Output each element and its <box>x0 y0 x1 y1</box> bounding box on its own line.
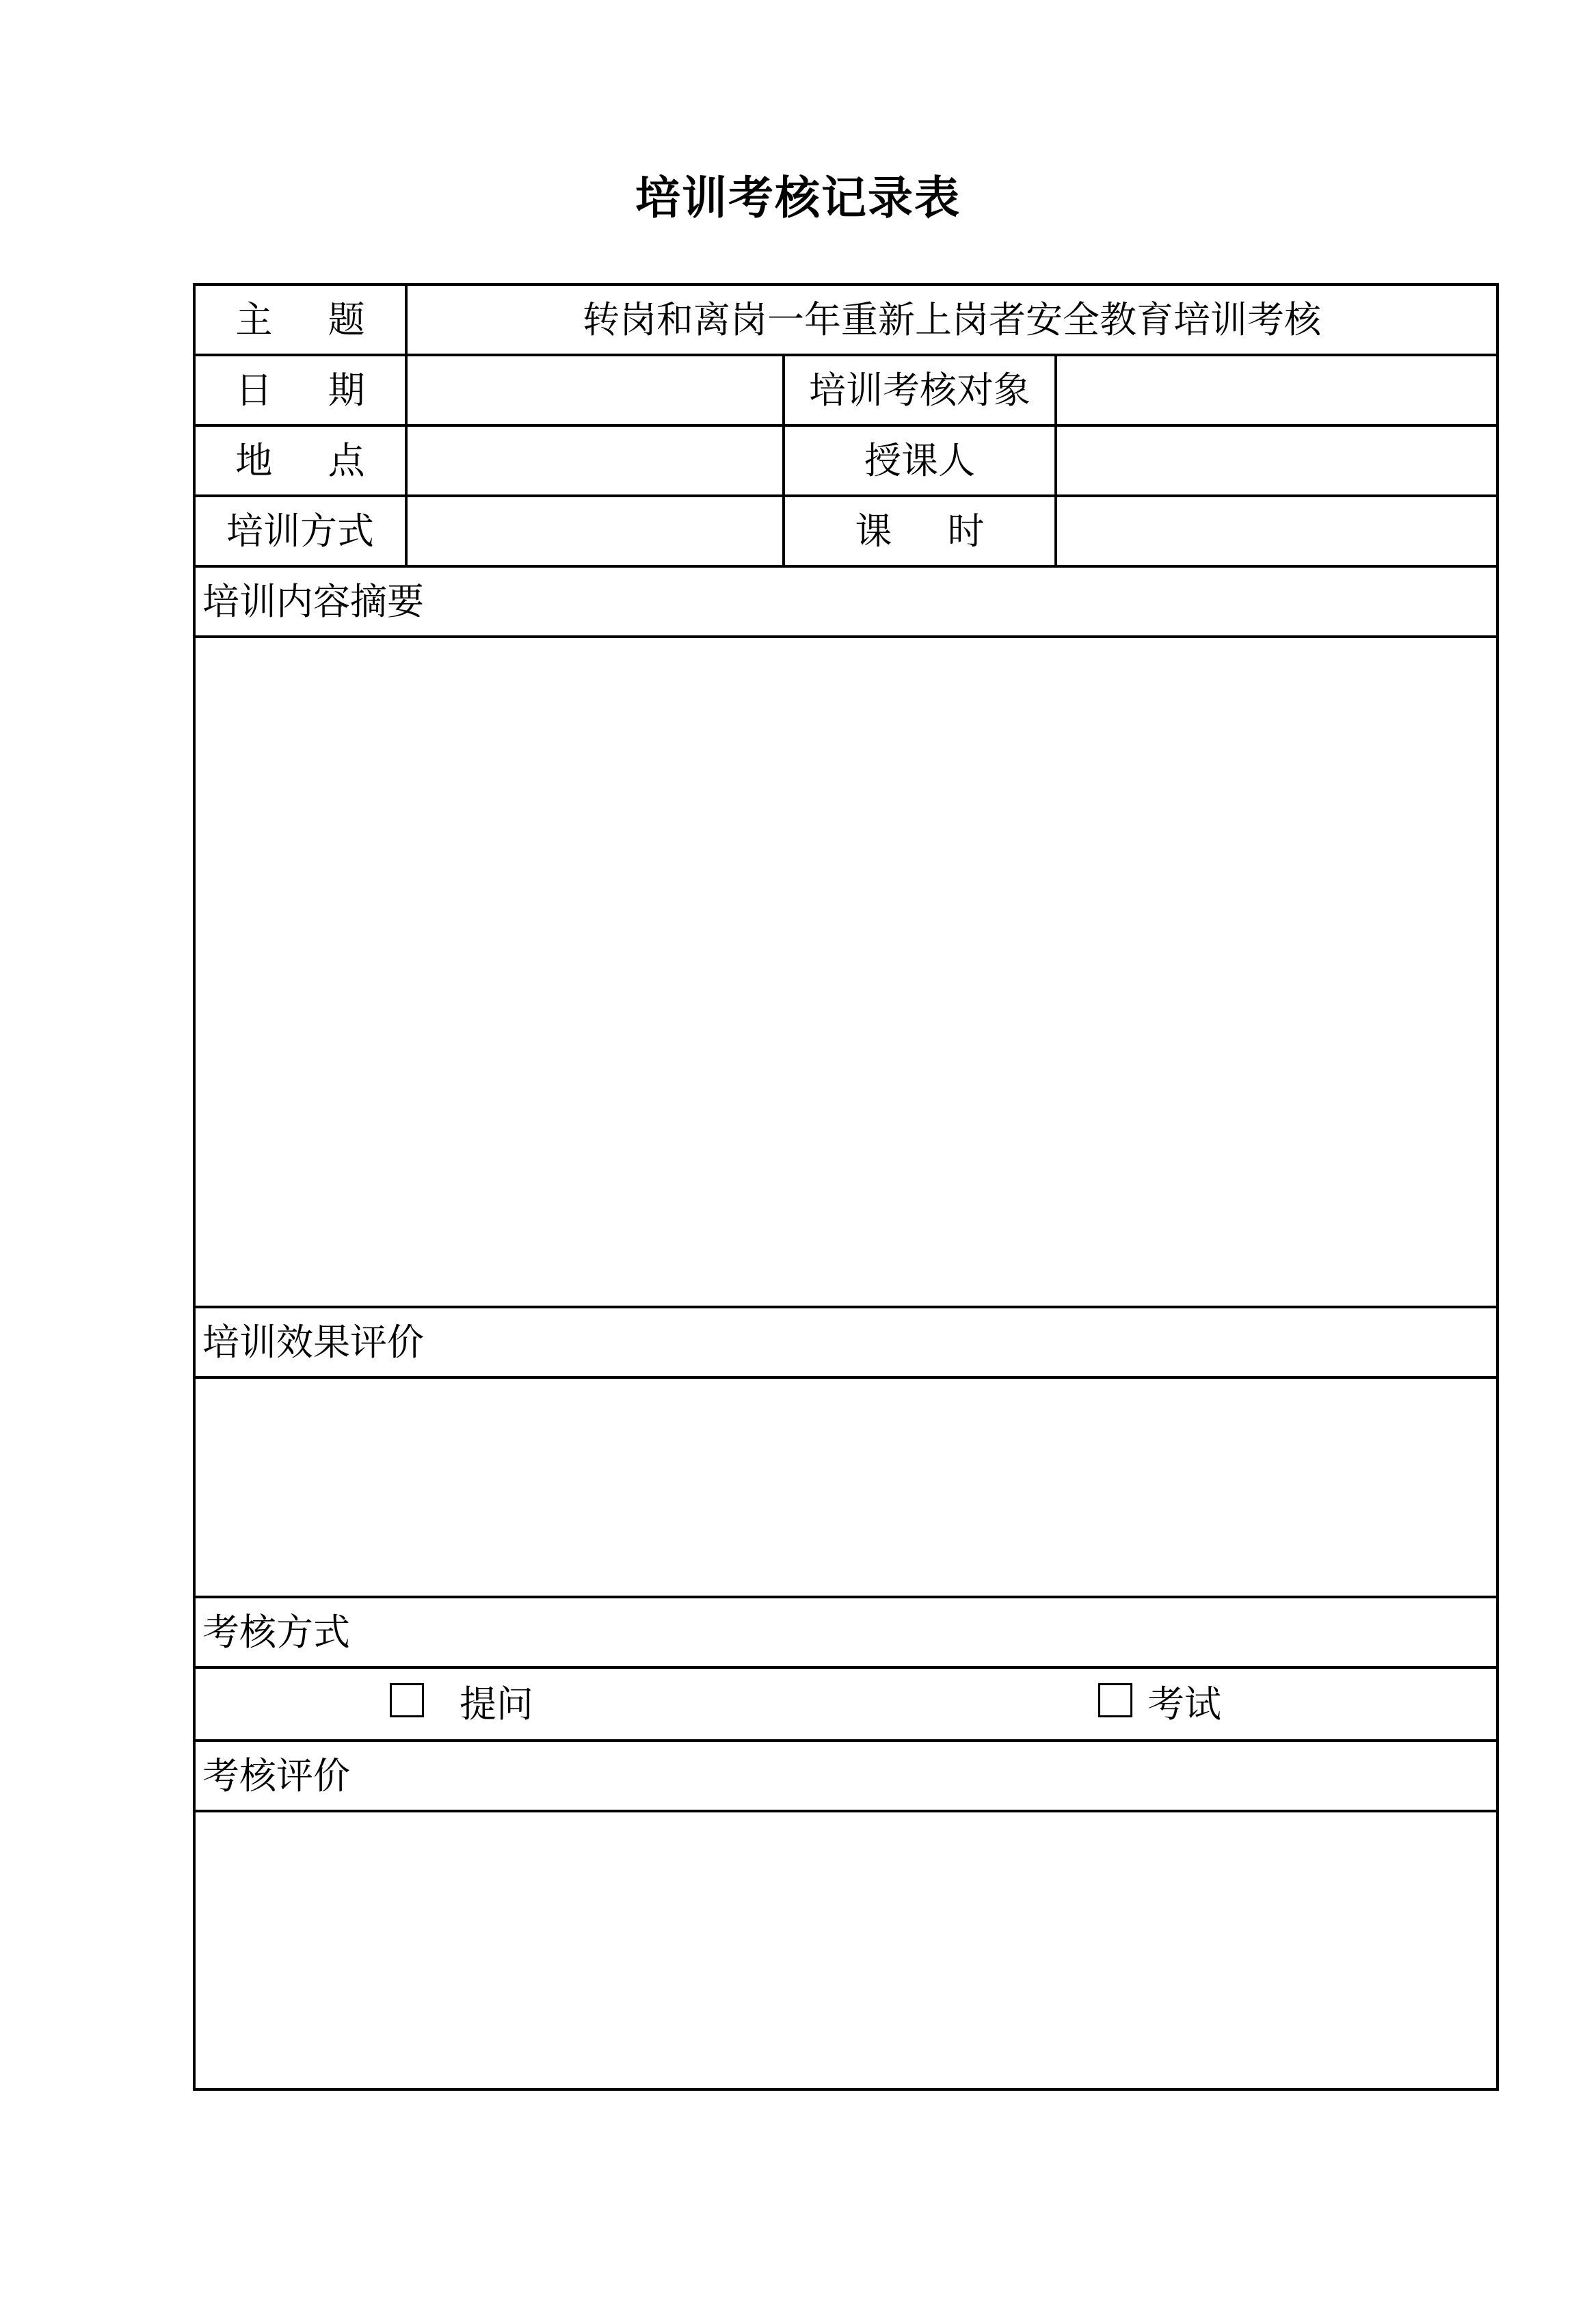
effect-label-text: 培训效果评价 <box>202 1320 424 1364</box>
question-checkbox[interactable] <box>390 1683 424 1717</box>
summary-label <box>194 566 1498 637</box>
instructor-label-text: 授课人 <box>864 438 975 482</box>
date-field[interactable] <box>406 355 784 425</box>
row-assessment-options <box>194 1667 1498 1741</box>
hours-label-text: 课 时 <box>855 509 985 553</box>
row-method <box>194 496 1498 566</box>
effect-label <box>194 1307 1498 1377</box>
assessment-method-label-text: 考核方式 <box>202 1610 350 1654</box>
hours-field[interactable] <box>1056 496 1498 566</box>
instructor-field[interactable] <box>1056 425 1498 496</box>
row-summary-header <box>194 566 1498 637</box>
exam-label: 考试 <box>1147 1682 1221 1726</box>
subject-value: 转岗和离岗一年重新上岗者安全教育培训考核 <box>583 298 1321 341</box>
row-assessment-eval-header <box>194 1741 1498 1811</box>
row-effect-header <box>194 1307 1498 1377</box>
exam-checkbox[interactable] <box>1098 1683 1132 1717</box>
subject-field[interactable] <box>406 285 1498 355</box>
row-location <box>194 425 1498 496</box>
option-question[interactable] <box>390 1669 533 1739</box>
row-summary-body <box>194 637 1498 1307</box>
row-subject <box>194 285 1498 355</box>
subject-label-text: 主 题 <box>235 298 365 341</box>
assessment-options <box>196 1669 1496 1739</box>
option-exam[interactable] <box>1098 1669 1221 1739</box>
summary-label-text: 培训内容摘要 <box>202 579 424 623</box>
row-effect-body <box>194 1377 1498 1597</box>
method-label <box>194 496 406 566</box>
assessment-options-cell <box>194 1667 1498 1741</box>
row-date <box>194 355 1498 425</box>
assessment-eval-label <box>194 1741 1498 1811</box>
question-label: 提问 <box>460 1682 533 1726</box>
row-assessment-eval-body <box>194 1811 1498 2089</box>
assessment-eval-label-text: 考核评价 <box>202 1754 350 1797</box>
instructor-label <box>784 425 1056 496</box>
assessment-method-label <box>194 1597 1498 1667</box>
row-assessment-method-header <box>194 1597 1498 1667</box>
form-title: 培训考核记录表 <box>635 172 961 224</box>
subject-label <box>194 285 406 355</box>
method-label-text: 培训方式 <box>226 509 374 553</box>
date-label <box>194 355 406 425</box>
target-label-text: 培训考核对象 <box>809 368 1030 412</box>
hours-label <box>784 496 1056 566</box>
target-label <box>784 355 1056 425</box>
location-label <box>194 425 406 496</box>
method-field[interactable] <box>406 496 784 566</box>
training-record-form <box>193 283 1499 2091</box>
effect-field[interactable] <box>194 1377 1498 1597</box>
summary-field[interactable] <box>194 637 1498 1307</box>
date-label-text: 日 期 <box>235 368 365 412</box>
assessment-eval-field[interactable] <box>194 1811 1498 2089</box>
location-label-text: 地 点 <box>235 438 365 482</box>
target-field[interactable] <box>1056 355 1498 425</box>
location-field[interactable] <box>406 425 784 496</box>
